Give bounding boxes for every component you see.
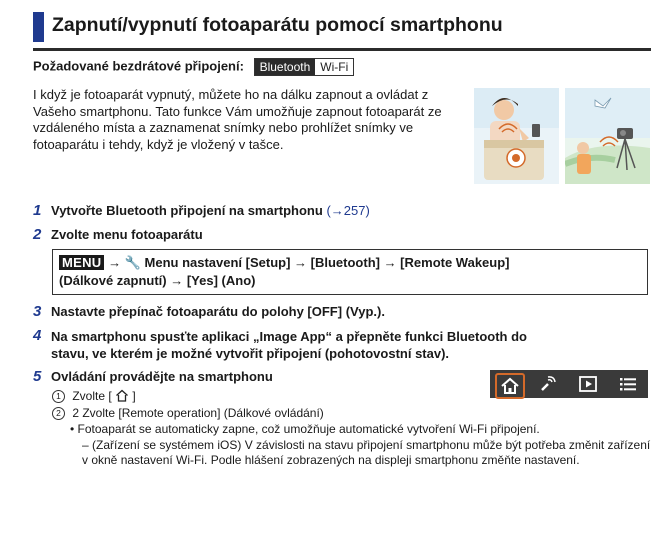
step-text: Vytvořte Bluetooth připojení na smartphonu <box>51 203 323 218</box>
required-connection-label: Požadované bezdrátové připojení: <box>33 58 244 74</box>
dash-note: – (Zařízení se systémem iOS) V závislosti na stavu připojení smartphonu může být potřeba změnit zařízení v okně nastavení Wi-Fi. Podle hlášení zobrazených na displeji smartphonu změňte nastavení. <box>82 438 651 467</box>
sub-step-text: 2 Zvolte [Remote operation] (Dálkové ovládání) <box>72 406 324 420</box>
step-text: Zvolte menu fotoaparátu <box>51 227 203 242</box>
sub-step-1 <box>52 389 136 405</box>
playback-icon[interactable] <box>578 374 598 394</box>
remote-operation-icon[interactable] <box>538 374 558 394</box>
intro-paragraph <box>33 87 458 153</box>
home-icon <box>115 389 129 405</box>
menu-path-line2: (Dálkové zapnutí) → [Yes] (Ano) <box>59 273 256 288</box>
menu-path-box <box>52 249 648 295</box>
intro-text: I když je fotoaparát vypnutý, můžete ho na dálku zapnout a ovládat z Vašeho smartphonu. Tato funkce Vám umožňuje zapnout fotoaparát ze vzdáleného místa a zaznamenat snímky nebo prohlížet snímky ve fotoaparátu i tehdy, když je vložený v tašce. <box>33 87 442 152</box>
home-icon[interactable] <box>495 373 525 399</box>
illustration-bag-camera <box>474 88 559 184</box>
required-connection <box>33 58 354 76</box>
illustration-tripod-bird <box>565 88 650 184</box>
step-number: 3 <box>33 303 42 320</box>
sub-step-2 <box>52 406 324 420</box>
step-number: 2 <box>33 226 42 243</box>
wifi-badge: Wi-Fi <box>315 59 353 75</box>
bullet-note: • Fotoaparát se automaticky zapne, což umožňuje automatické vytvoření Wi-Fi připojení. <box>70 422 540 436</box>
smartphone-toolbar <box>490 370 648 398</box>
page-title: Zapnutí/vypnutí fotoaparátu pomocí smartphonu <box>52 14 503 36</box>
menu-list-icon[interactable] <box>618 374 638 394</box>
step-number: 4 <box>33 327 42 344</box>
menu-path-line1: → 🔧 Menu nastavení [Setup] → [Bluetooth] → [Remote Wakeup] <box>108 255 510 270</box>
sub-step-text-end: ] <box>132 389 136 403</box>
sub-step-text: Zvolte [ <box>72 389 112 403</box>
step-text: Ovládání provádějte na smartphonu <box>51 369 273 384</box>
step-number: 5 <box>33 368 42 385</box>
menu-key-label: MENU <box>59 255 104 270</box>
connection-badges <box>254 58 355 76</box>
heading-accent-bar <box>33 12 44 42</box>
bluetooth-badge: Bluetooth <box>255 59 316 75</box>
page-reference-link[interactable]: (→257) <box>326 203 370 218</box>
sub-step-number: 2 <box>52 407 65 420</box>
step-number: 1 <box>33 202 42 219</box>
step-text-line2: stavu, ve kterém je možné vytvořit připojení (pohotovostní stav). <box>51 346 450 361</box>
step-text-line1: Na smartphonu spusťte aplikaci „Image App“ a přepněte funkci Bluetooth do <box>51 329 527 344</box>
step-text: Nastavte přepínač fotoaparátu do polohy [OFF] (Vyp.). <box>51 304 385 319</box>
section-heading <box>33 10 651 51</box>
sub-step-number: 1 <box>52 390 65 403</box>
